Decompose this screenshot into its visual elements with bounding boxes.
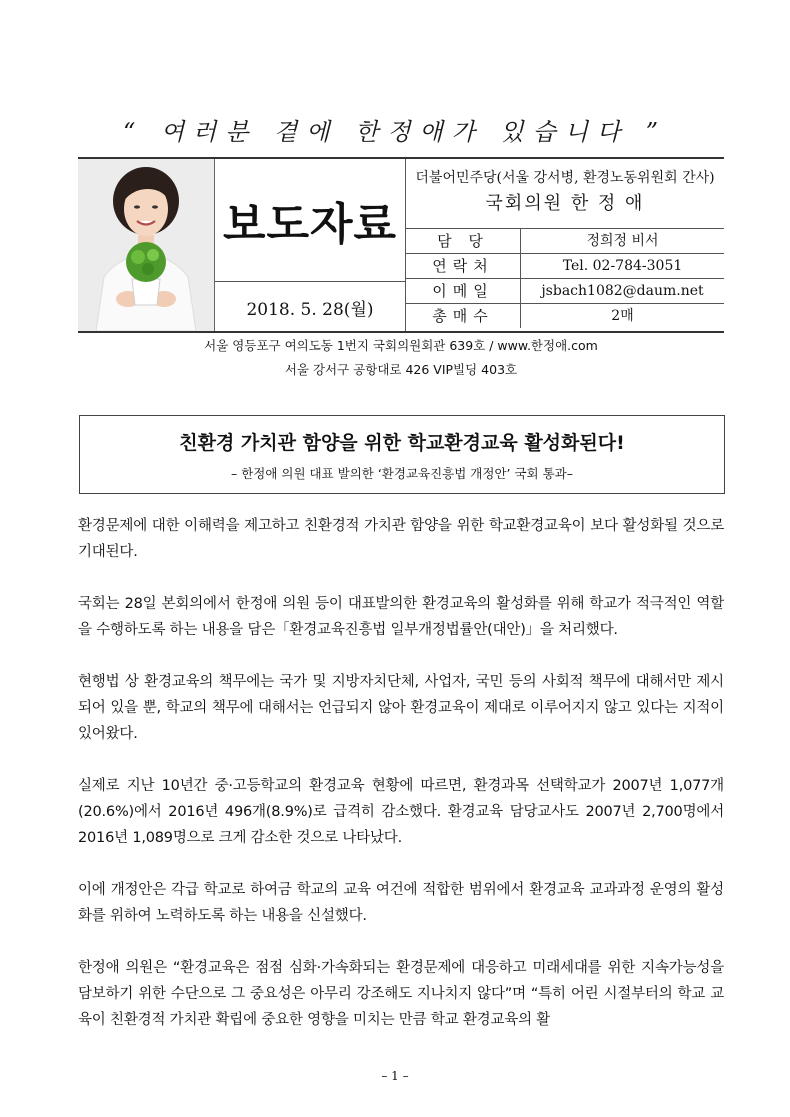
paragraph: 현행법 상 환경교육의 책무에는 국가 및 지방자치단체, 사업자, 국민 등의 사회적 책무에 대해서만 제시되어 있을 뿐, 학교의 책무에 대해서는 언급되지 않아 환경교육이 제대로 이루어지지 않고 있다는 지적이 있어왔다. bbox=[78, 674, 724, 742]
document-type-title: 보도자료 bbox=[222, 199, 397, 250]
paragraph: 환경문제에 대한 이해력을 제고하고 친환경적 가치관 함양을 위한 학교환경교육이 보다 활성화될 것으로 기대된다. bbox=[78, 518, 724, 560]
paragraph: 한정애 의원은 “환경교육은 점점 심화·가속화되는 환경문제에 대응하고 미래세대를 위한 지속가능성을 담보하기 위한 수단으로 그 중요성은 아무리 강조해도 지나치지 않다”며 “특히 어린 시절부터의 학교 교육이 친환경적 가치관 확립에 중요한 영향을 미치는 만큼 학교 환경교육의 활 bbox=[78, 960, 724, 1028]
page-number: – 1 – bbox=[381, 1069, 409, 1083]
headline-subtitle: – 한정애 의원 대표 발의한 ‘환경교육진흥법 개정안’ 국회 통과– bbox=[230, 466, 574, 481]
headline-box bbox=[79, 415, 725, 494]
contact-label: 담 당 bbox=[406, 229, 521, 253]
article-body bbox=[78, 513, 724, 1059]
contact-label: 연락처 bbox=[406, 254, 521, 278]
office-address: 서울 영등포구 여의도동 1번지 국회의원회관 639호 / www.한정애.com bbox=[204, 338, 598, 353]
paragraph: 이에 개정안은 각급 학교로 하여금 학교의 교육 여건에 적합한 범위에서 환경교육 교과과정 운영의 활성화를 위하여 노력하도록 하는 내용을 신설했다. bbox=[78, 882, 724, 924]
headline-title: 친환경 가치관 함양을 위한 학교환경교육 활성화된다! bbox=[179, 432, 625, 454]
contact-value: 2매 bbox=[611, 308, 634, 324]
member-photo bbox=[78, 159, 215, 331]
contact-value: 정희정 비서 bbox=[586, 233, 659, 249]
contact-value: jsbach1082@daum.net bbox=[541, 283, 704, 299]
paragraph: 실제로 지난 10년간 중·고등학교의 환경교육 현황에 따르면, 환경과목 선택학교가 2007년 1,077개(20.6%)에서 2016년 496개(8.9%)로 급격히 감소했다. 환경교육 담당교사도 2007년 2,700명에서 2016년 1,089명으로 크게 감소한 것으로 나타났다. bbox=[78, 778, 724, 846]
contact-value: Tel. 02-784-3051 bbox=[562, 258, 683, 274]
paragraph: 국회는 28일 본회의에서 한정애 의원 등이 대표발의한 환경교육의 활성화를 위해 학교가 적극적인 역할을 수행하도록 하는 내용을 담은「환경교육진흥법 일부개정법률안(대안)」을 처리했다. bbox=[78, 596, 724, 638]
district-office-address: 서울 강서구 공항대로 426 VIP빌딩 403호 bbox=[284, 362, 518, 377]
member-name: 국회의원 한 정 애 bbox=[485, 193, 645, 214]
contact-row-phone bbox=[406, 253, 724, 278]
slogan: “ 여러분 곁에 한정애가 있습니다 ” bbox=[122, 118, 668, 146]
contact-row-email bbox=[406, 278, 724, 303]
contact-label: 총매수 bbox=[406, 304, 521, 328]
member-portrait-image bbox=[78, 159, 214, 331]
contact-row-person bbox=[406, 228, 724, 253]
contact-label: 이메일 bbox=[406, 279, 521, 303]
press-release-header bbox=[78, 157, 724, 333]
party-affiliation: 더불어민주당(서울 강서병, 환경노동위원회 간사) bbox=[415, 170, 715, 186]
contact-row-pages bbox=[406, 303, 724, 331]
release-date: 2018. 5. 28(월) bbox=[215, 281, 405, 332]
